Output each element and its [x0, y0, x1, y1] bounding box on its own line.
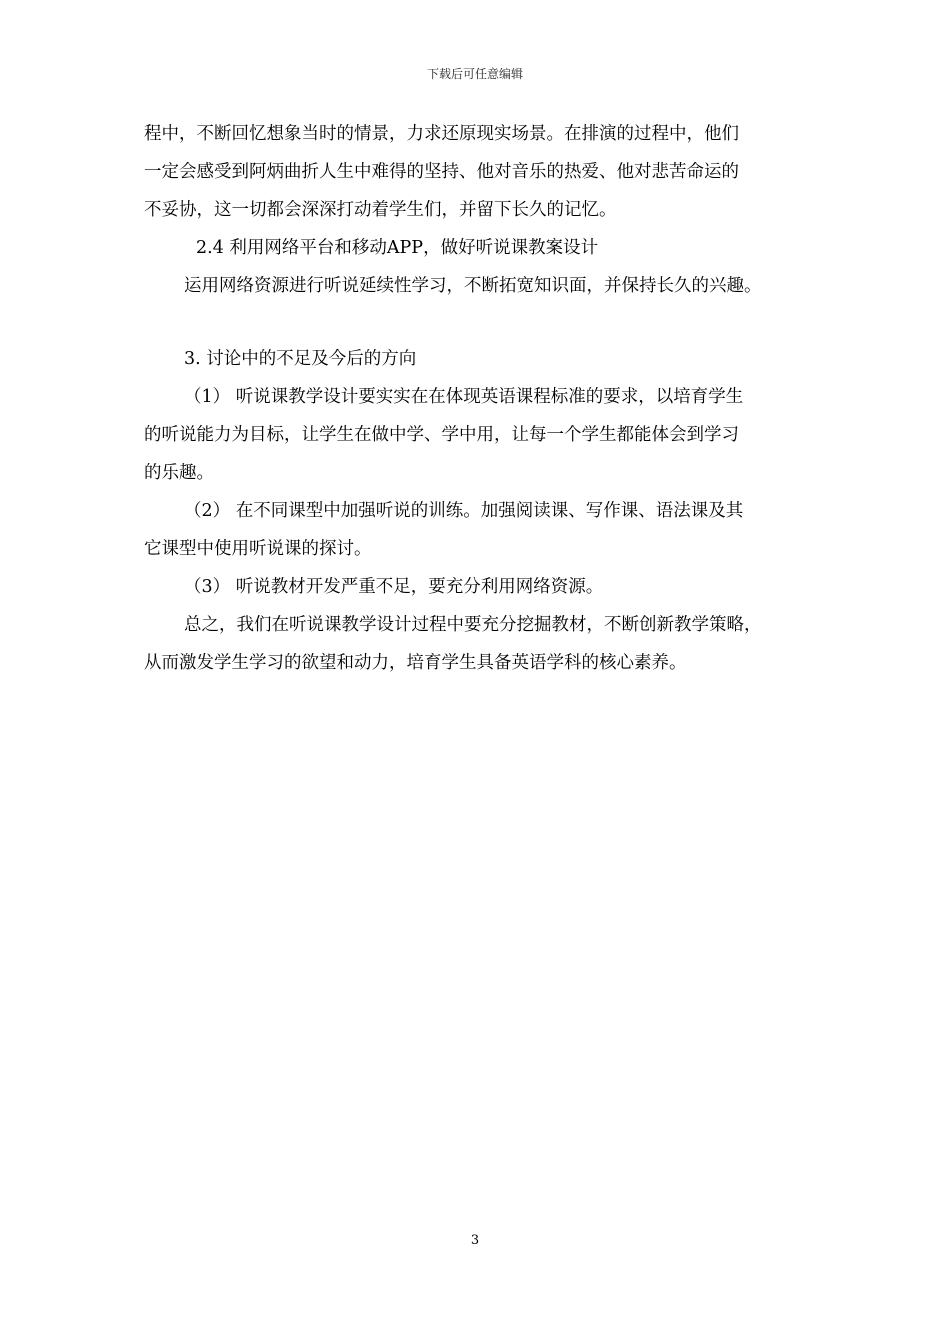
conclusion-paragraph: 总之，我们在听说课教学设计过程中要充分挖掘教材，不断创新教学策略，	[184, 615, 762, 635]
paragraph-line: 运用网络资源进行听说延续性学习，不断拓宽知识面，并保持长久的兴趣。	[184, 276, 762, 296]
list-item-1: （1） 听说课教学设计要实实在在体现英语课程标准的要求，以培育学生	[184, 387, 744, 407]
list-item-3: （3） 听说教材开发严重不足，要充分利用网络资源。	[184, 577, 604, 597]
page-number: 3	[470, 1233, 480, 1248]
paragraph-line: 它课型中使用听说课的探讨。	[144, 539, 372, 559]
paragraph-line: 的听说能力为目标，让学生在做中学、学中用，让每一个学生都能体会到学习	[144, 425, 739, 445]
page-header: 下载后可任意编辑	[426, 67, 523, 81]
paragraph-line: 不妥协，这一切都会深深打动着学生们，并留下长久的记忆。	[144, 200, 617, 220]
paragraph-line: 从而激发学生学习的欲望和动力，培育学生具备英语学科的核心素养。	[144, 653, 687, 673]
list-item-2: （2） 在不同课型中加强听说的训练。加强阅读课、写作课、语法课及其	[184, 501, 744, 521]
section-heading-3: 3. 讨论中的不足及今后的方向	[184, 349, 417, 369]
paragraph-line: 程中，不断回忆想象当时的情景，力求还原现实场景。在排演的过程中，他们	[144, 124, 739, 144]
section-heading-2-4: 2.4 利用网络平台和移动APP，做好听说课教案设计	[196, 238, 599, 258]
paragraph-line: 一定会感受到阿炳曲折人生中难得的坚持、他对音乐的热爱、他对悲苦命运的	[144, 162, 739, 182]
paragraph-line: 的乐趣。	[144, 463, 214, 483]
